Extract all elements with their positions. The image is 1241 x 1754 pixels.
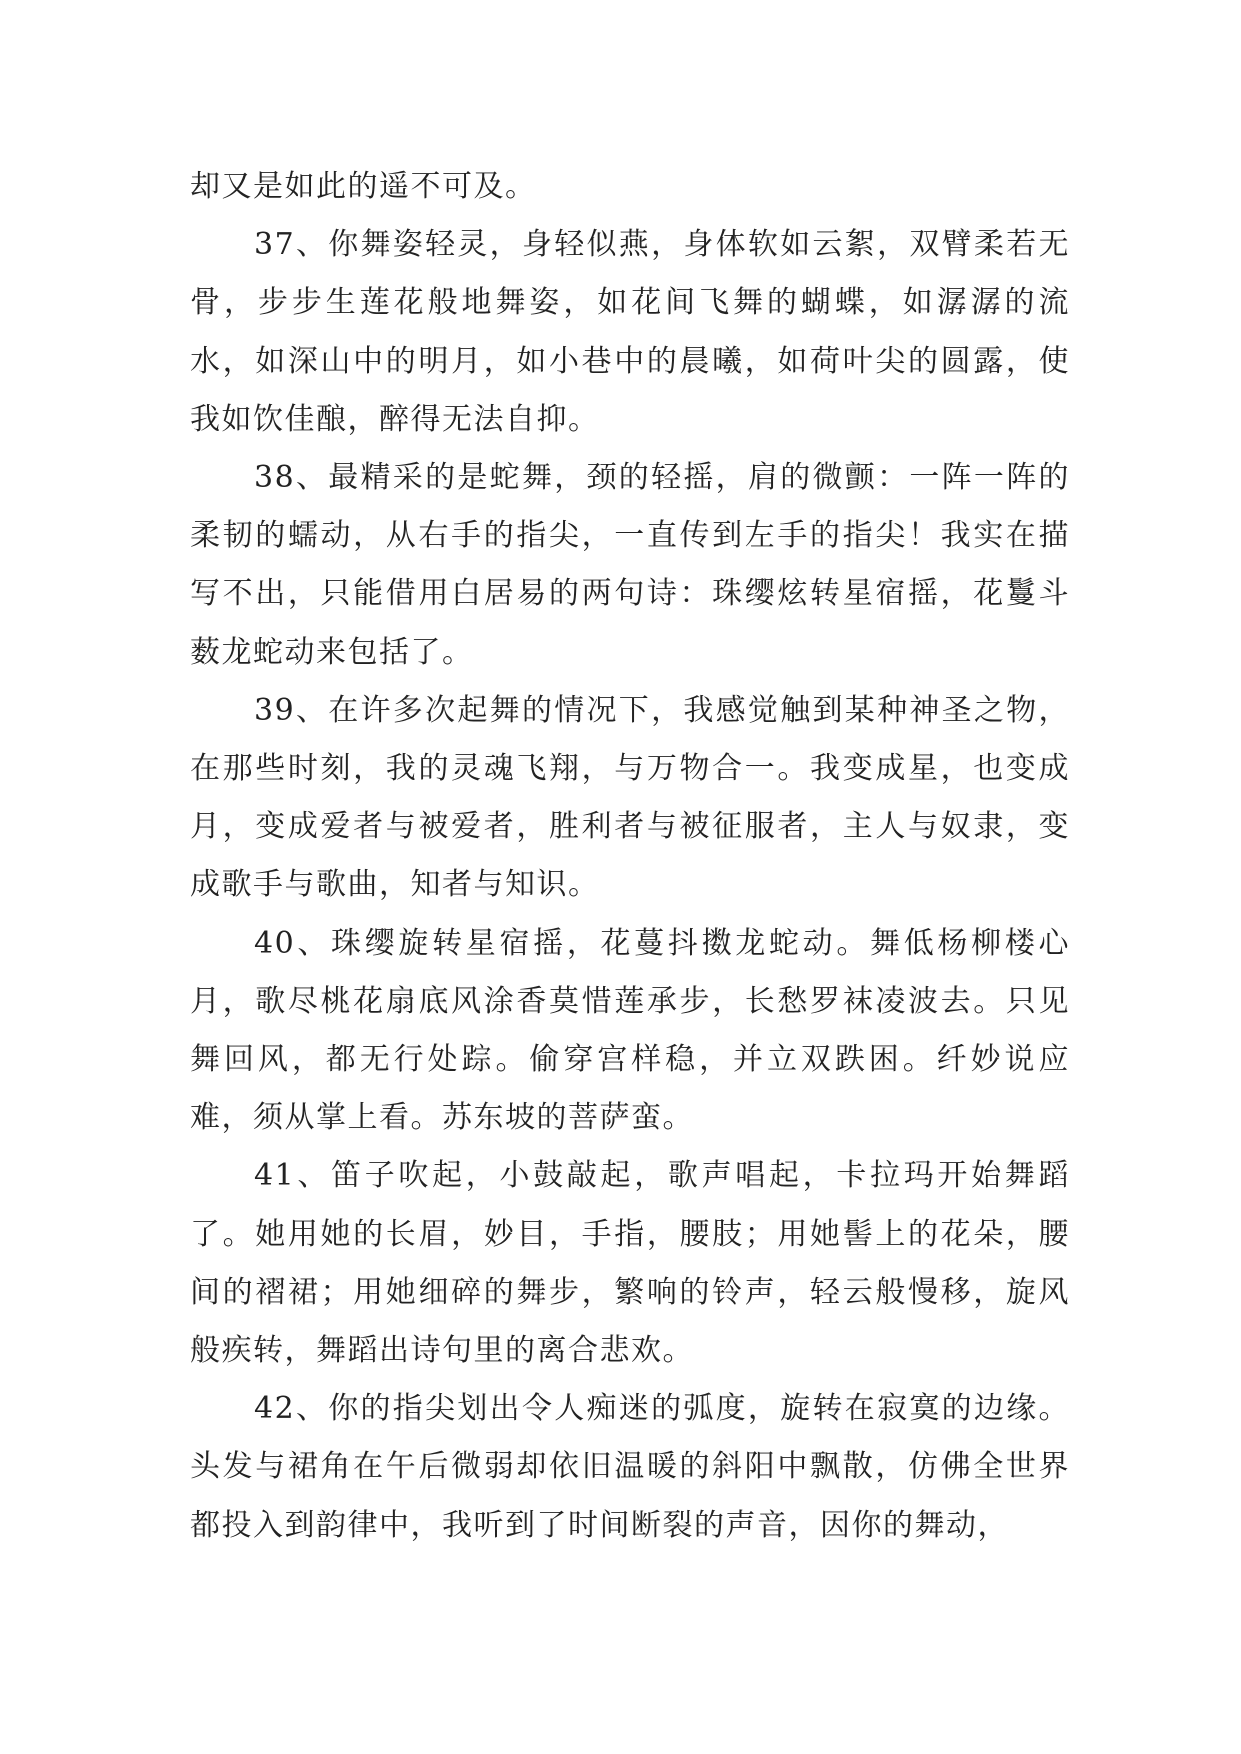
paragraph-continuation: 却又是如此的遥不可及。 [190,169,537,204]
paragraph-40: 40、珠缨旋转星宿摇，花蔓抖擞龙蛇动。舞低杨柳楼心月，歌尽桃花扇底风涂香莫惜莲承步，长愁罗袜凌波去。只见舞回风，都无行处踪。偷穿宫样稳，并立双跌困。纤妙说应难，须从掌上看。苏东坡的菩萨蛮。 [190,925,1070,1136]
paragraph-38: 38、最精采的是蛇舞，颈的轻摇，肩的微颤：一阵一阵的柔韧的蠕动，从右手的指尖，一直传到左手的指尖！我实在描写不出，只能借用白居易的两句诗：珠缨炫转星宿摇，花鬘斗薮龙蛇动来包括了。 [190,460,1070,670]
paragraph-42: 42、你的指尖划出令人痴迷的弧度，旋转在寂寞的边缘。头发与裙角在午后微弱却依旧温暖的斜阳中飘散，仿佛全世界都投入到韵律中，我听到了时间断裂的声音，因你的舞动， [190,1391,1070,1543]
paragraph-37: 37、你舞姿轻灵，身轻似燕，身体软如云絮，双臂柔若无骨，步步生莲花般地舞姿，如花间飞舞的蝴蝶，如潺潺的流水，如深山中的明月，如小巷中的晨曦，如荷叶尖的圆露，使我如饮佳酿，醉得无法自抑。 [190,227,1070,437]
document-body [190,158,1070,1555]
paragraph-39: 39、在许多次起舞的情况下，我感觉触到某种神圣之物，在那些时刻，我的灵魂飞翔，与万物合一。我变成星，也变成月，变成爱者与被爱者，胜利者与被征服者，主人与奴隶，变成歌手与歌曲，知者与知识。 [190,692,1070,903]
paragraph-41: 41、笛子吹起，小鼓敲起，歌声唱起，卡拉玛开始舞蹈了。她用她的长眉，妙目，手指，腰肢；用她髻上的花朵，腰间的褶裙；用她细碎的舞步，繁响的铃声，轻云般慢移，旋风般疾转，舞蹈出诗句里的离合悲欢。 [190,1158,1070,1369]
